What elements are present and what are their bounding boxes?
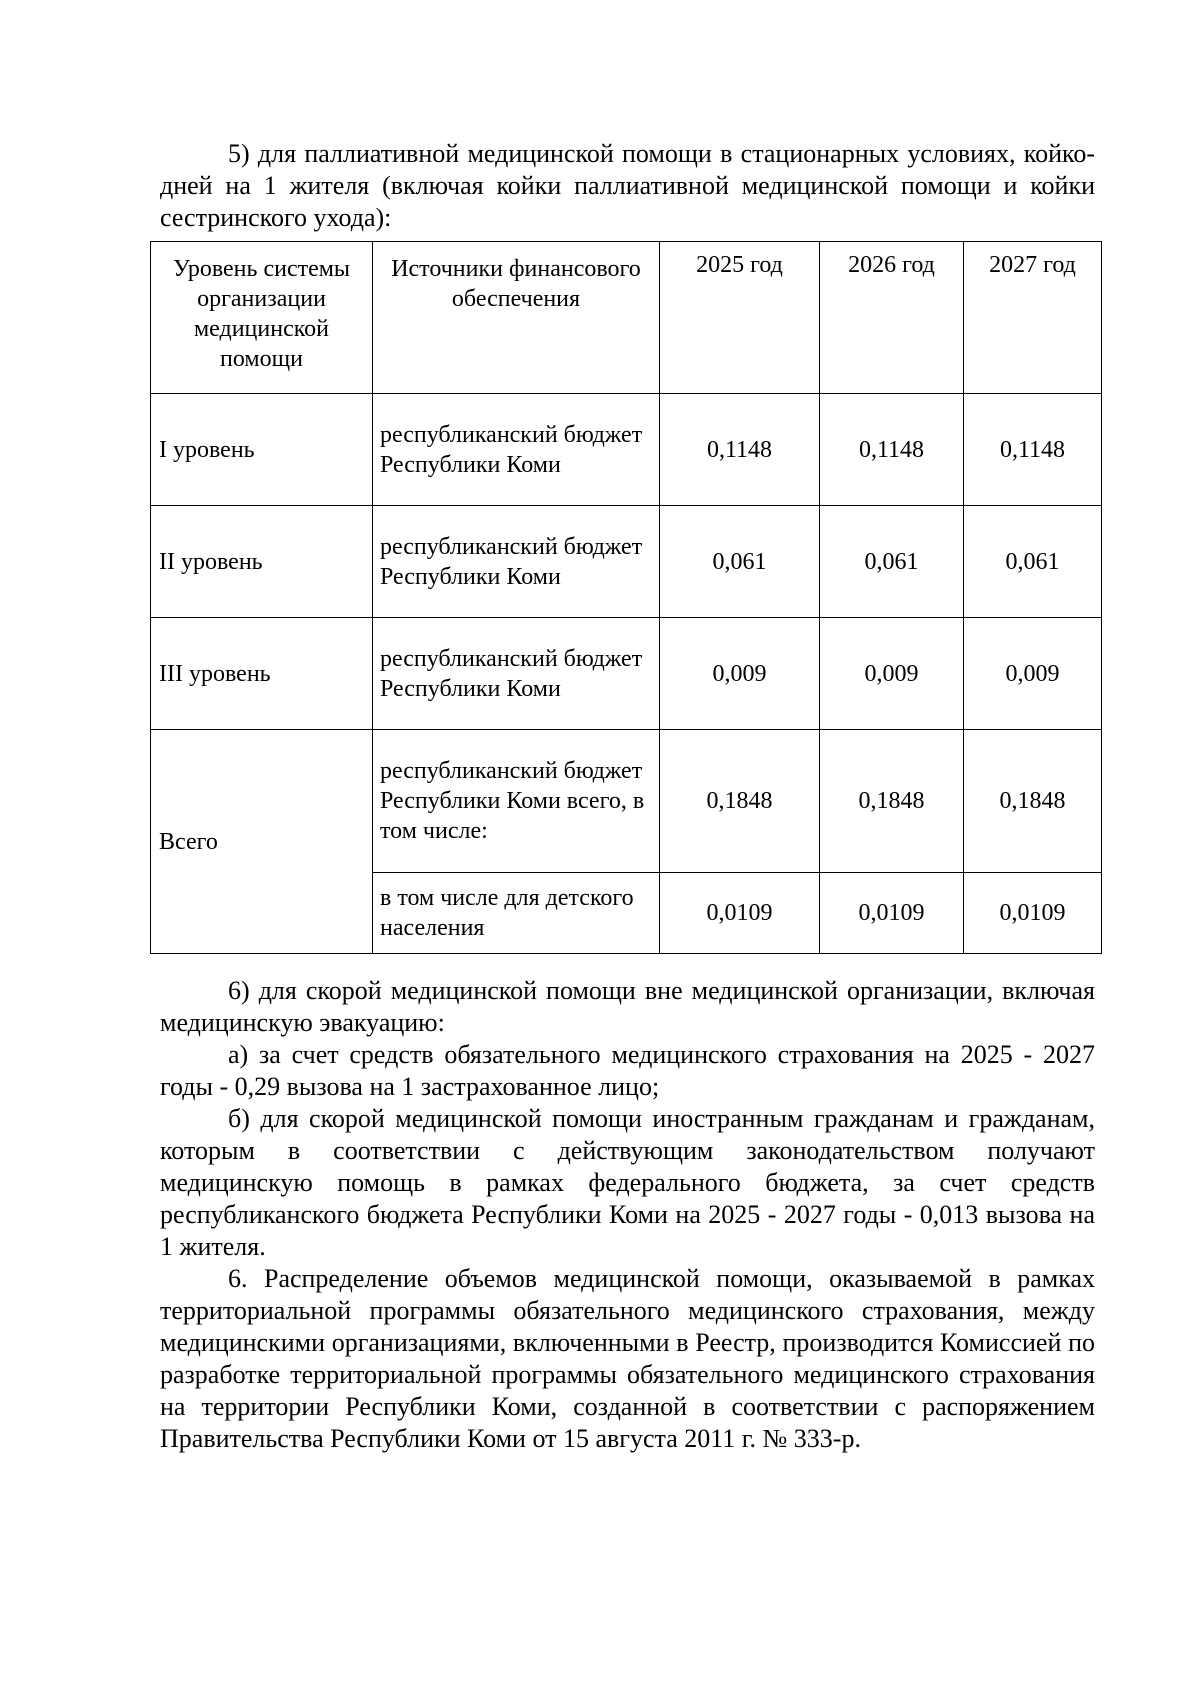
value-2026: 0,1148 (820, 394, 964, 506)
row-source: республиканский бюджет Республики Коми (373, 394, 660, 506)
row-source: в том числе для детского населения (373, 873, 660, 954)
header-2025: 2025 год (660, 242, 820, 394)
paragraph-distribution: 6. Распределение объемов медицинской помощи, оказываемой в рамках территориальной программы обязательного медицинского страхования, между медицинскими организациями, включенными в Реестр, производится Комиссией по разработке территориальной программы обязательного медицинского страхования на территории Республики Коми, созданной в соответствии с распоряжением Правительства Республики Коми от 15 августа 2011 г. № 333-р. (160, 1264, 1095, 1453)
value-2025: 0,009 (660, 618, 820, 730)
paragraph-ambulance-b: б) для скорой медицинской помощи иностранным гражданам и гражданам, которым в соответствии с действующим законодательством получают медицинскую помощь в рамках федерального бюджета, за счет средств республиканского бюджета Республики Коми на 2025 - 2027 годы - 0,013 вызова на 1 жителя. (160, 1104, 1095, 1261)
row-level: III уровень (151, 618, 373, 730)
value-2025: 0,0109 (660, 873, 820, 954)
value-2027: 0,0109 (964, 873, 1102, 954)
value-2025: 0,061 (660, 506, 820, 618)
header-2027: 2027 год (964, 242, 1102, 394)
row-level: I уровень (151, 394, 373, 506)
header-level: Уровень системы организации медицинской помощи (151, 242, 373, 394)
header-source: Источники финансового обеспечения (373, 242, 660, 394)
value-2027: 0,1848 (964, 730, 1102, 873)
value-2025: 0,1848 (660, 730, 820, 873)
paragraph-ambulance: 6) для скорой медицинской помощи вне медицинской организации, включая медицинскую эвакуацию: (160, 976, 1095, 1037)
value-2026: 0,0109 (820, 873, 964, 954)
body-text (160, 975, 1095, 1455)
value-2027: 0,009 (964, 618, 1102, 730)
table-row (151, 618, 1102, 730)
value-2027: 0,061 (964, 506, 1102, 618)
row-source: республиканский бюджет Республики Коми (373, 618, 660, 730)
table-row (151, 730, 1102, 873)
intro-paragraph: 5) для паллиативной медицинской помощи в стационарных условиях, койко-дней на 1 жителя (включая койки паллиативной медицинской помощи и койки сестринского ухода): (160, 139, 1095, 232)
header-2026: 2026 год (820, 242, 964, 394)
table-header-row (151, 242, 1102, 394)
row-level: II уровень (151, 506, 373, 618)
paragraph-ambulance-a: а) за счет средств обязательного медицинского страхования на 2025 - 2027 годы - 0,29 вызова на 1 застрахованное лицо; (160, 1040, 1095, 1101)
row-source: республиканский бюджет Республики Коми (373, 506, 660, 618)
value-2025: 0,1148 (660, 394, 820, 506)
table-row (151, 394, 1102, 506)
table-row (151, 506, 1102, 618)
value-2027: 0,1148 (964, 394, 1102, 506)
value-2026: 0,1848 (820, 730, 964, 873)
value-2026: 0,009 (820, 618, 964, 730)
beds-table (150, 241, 1102, 954)
row-source: республиканский бюджет Республики Коми всего, в том числе: (373, 730, 660, 873)
value-2026: 0,061 (820, 506, 964, 618)
row-level-total: Всего (151, 730, 373, 954)
